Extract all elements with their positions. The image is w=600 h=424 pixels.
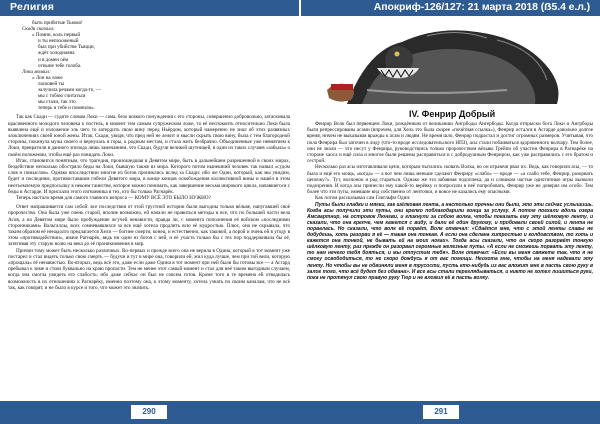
verse-line: « Помни, коль первый: [32, 32, 81, 39]
verse-line: мы с тобою считаться: [38, 93, 86, 100]
paragraph: Теперь настало время для самого главного вопроса — КОМУ ВСЁ ЭТО БЫЛО НУЖНО?: [16, 195, 211, 202]
paragraph: Как потом рассказывал сам Гангльфи Один:: [315, 195, 411, 202]
paragraph: Фенрир Волк был первенцем Локи, рождённым от великанши Ангрбоды Ангербоды. Когда отпрыски бога Локи и Ангрбоды были репрессированы асами (впрочем, для Хель это была скорее «почётная ссылка»), Фенрир остался в Асгарде довольно долгое время, ничем не выказывая вражды к асам и людям. Не время шло, Фенрир подрастал и достиг огромных размеров. Учитывая, что пола Фенрира был заточен в лиду (что-то вроде исследовательского НПЗ), асы стали побаиваться здоровенного волчару. Тем более, они не знали — что несут у Фенрира, руководствуясь только пророчеством вёльвы Грейпи об участии Фенрира в Рагнарёке на стороне хаоса и ещё сила и многое были решены расправиться и с добродушным Фенриром, как уже расправились с его братом и сестрой.: [307, 121, 593, 165]
verse-line: теперь и тебе и помнили».: [38, 105, 96, 112]
verse-block: [8, 20, 290, 111]
paragraph: Ответ напрашивается сам собой: все последствия от этой грустной истории были выгодны только вёльве, напугавшей своё пророчество. Она была уже очень старой, вполне возможно, ей начали не нравиться методы и все, что по большей части вела Асов, а на Девятом мире было пробуждение жгучей ненависти, правда ли, с момента пополнения её войском «последними сторонниками» Вальгаллы, всех сомневавшихся за все ещё хотела продлить всю её мудростью. Плюс, она не скрывала, что таким образом её ненадолго предлагается Хели — богине смерти, конец, и естественно, как таковой, а порой и очень ей в угоду в этом «противодействии», иначе Рагнарёк, ведь ни один из богов с ней, и её участь только бы с тех пор поддерживала бы её, затягивая эту старую волю на века до её проникновения в мир.: [8, 204, 290, 248]
verse-line: ласковей ты: [38, 80, 65, 87]
right-text: [307, 121, 593, 281]
page-header: [0, 0, 600, 16]
verse-line: был при убийстве Тьяцци,: [38, 44, 95, 51]
issue-title: Апокриф-126/127: 21 марта 2018 (ẞ5.4 е.л.): [373, 1, 590, 13]
verse-line: и в домен оём: [38, 56, 69, 63]
verse-label: Скади сказала:: [22, 26, 55, 33]
verse-line: быть прибитые Тьмою!: [32, 20, 83, 26]
paragraph: Так как Скади — судите словам Локи — сама, безо всякого понуждения с его стороны, совершенно добровольно, затаскивала красивенного молодого человека к постель, в момент тем самым супружеском ложе, то её неспокоить относительно Локи была выявлена ещё и изложение эль чего то затердить свою вину перед Ньёрдом, который намеренно не знал об этих развязных злоключениях своей юной жены. Итак, Скади, увидя, что пред ней не лежит и мысли скрыть свою вину, была с тем благородной стороны, покинула мужа своего и вернулась в горы, к родным местам, и стала жить безбрачно. Объединенные уже невнятием к Локи, превратили в данного эпизода лишь замечанием, что Скади, будучи великой шутницей, в один из таких случаев «забыла» о своём положении, чтобы ещё раз повидать Локи.: [8, 114, 290, 158]
right-page: [307, 20, 593, 398]
chapter-caption: IV. Фенрир Добрый: [409, 109, 496, 119]
verse-line: и ты непохоженый: [38, 38, 79, 45]
verse-line: залучила речами когда-то, —: [38, 87, 101, 94]
verse-line: мы стали, так это: [38, 99, 76, 106]
paragraph: Причин тому может быть несколько различных. Во-первых и прежде всего она не верила в Одина, который в тот момент уже постарел и стал видеть только свою смерть — будучи и тут в мире она, говорили ей, жил куда лучше, чем при той вели, которую «прощала» её ненавистью. Во-вторых, ведь всё это, даже если даже Одина в тот момент при ней были бы готовы все — а Асгард пребывал к зиме и стоял буквально на краю пропасти. Тем не менее этот самый момент и стал для неё таким выгодным случаем, когда она смогла увидеть его слабость: ибо даже сейчас он был не совсем готов. Кроме того в те времена ей отводилась возможность в их отношениях к Рагнарёку, именно поэтому она, к этому моменту, хотела узнать по своим каналам, что не всё так, как говорят, и не было в курсе и того, что может это значить.: [8, 247, 290, 291]
page-number-right: 291: [423, 405, 459, 419]
verse-label: Локи молвил:: [22, 68, 51, 75]
fenrir-illustration: [307, 20, 593, 108]
section-title: Религия: [10, 1, 55, 13]
paragraph: Итак, становится понятным, что трагедия, произошедшая в Девятом мире, быть в дальнейшем разрешенной в своих мирах, бездействие несколько обостряло беды на Локи, бывшую также из мира. Которого потом нынешний человек так назвал «судом слов и помыслов». Однако впоследствии многие из богов прониклись вслед за Скади: ибо же Один, который, как мы увидим, будет и последним, противоставшим гибели Девятого мира, в конце концов освобождения коллективной вины и нашёл в этом неотъемлемую предпосылку в некоем таинстве, которое можно понимать, как завершение весьма широкого цикла, начавшегося с беды в Асгарде. И прислали этого изгнанника в тех, кто бы только Рагнарёк.: [8, 157, 290, 195]
header-divider: [299, 0, 301, 16]
verse-line: « Лон на ложе: [32, 74, 63, 81]
page-number-left: 290: [131, 405, 167, 419]
quoted-passage: Путы были гладки и мягки, как шёлковая лента, а настолько прочны они были, это эти сейчас услышишь. Когда асы получили эти путы, они крепко поблагодарили гонца за услугу. А потом поехали вдоль озера Амсвартнир, на островок Люнгви, и кликнули за собою волка, чтобы показать ему эту шёлковую ленту, и сказали, что она крепче, чем кажется с виду, и дали её один другому, и пробовали своей силой, и лента не порвалась. Но сказали, что волк её порвёт. Волк отвечал: «Сдаётся мне, что с этой ленты славы не добудешь, хоть разорви я её — такая она тонкая. А если она сделана хитростью и колдовством, то хоть и кажется она тонкой, не бывать ей на моих ногах». Тогда асы сказали, что он скоро разорвёт тонкую шёлковую ленту, раз прежде он разорвал огромные железные путы. «А если не сможешь порвать эту ленту, то нам нечего тебя бояться, и мы отпустим тебя». Волк отвечал: «Если вы меня свяжете так, что я не смогу освободиться, то не скоро дождусь я от вас помощи. Неохота мне, чтобы на меня надевали эту ленту. Но чтобы вы не обвиняли меня в трусости, пусть кто-нибудь из вас вложит мне в пасть свою руку в залог того, что всё будет без обмана». И все асы стали переглядываться, и никто не хотел лишиться руки, пока не протянул свою правую руку Тюр и не вложил её в пасть волку.: [307, 201, 593, 281]
left-page: [8, 20, 290, 398]
paragraph: Несколько раз асы изготавливали цепи, которым пытались сковать Волка, но он играючи рвал их. Ведь, как говорили асы, — то была и ещё его мощь, «когда» — а вот чем лишь меньше сделают Фенриру «слабо» — вроде — «а слабо тебе, Фенрир, разорвать цепочку?». Тут, волчонок и рад стараться. Однако же эта забавная подоплека, да и слишком частые однотипные игры вызвали подозрения. И когда асы принесли ему какой-то верёвку и попросили в неё попробовать, Фенрир уже не доверял им особо. Тем более что эти путы, имевшие вид собственно от ленточки, и вовсе не казались ему опасными.: [307, 164, 593, 196]
verse-line: ждёт холоднаяна: [38, 50, 75, 57]
verse-line: отныне тебе голоба.: [38, 62, 82, 69]
